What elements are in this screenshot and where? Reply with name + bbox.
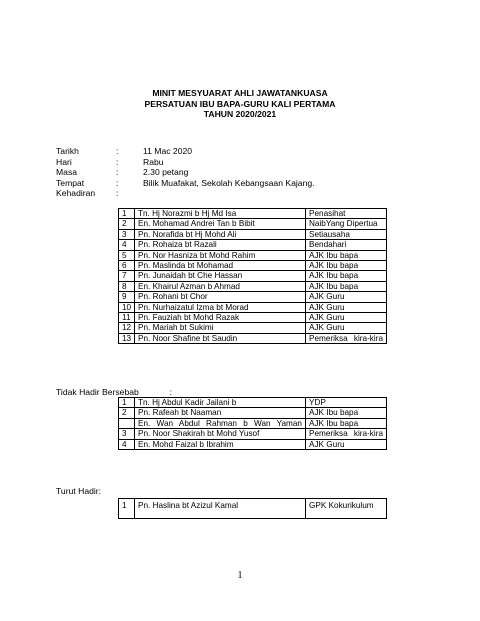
meta-colon: : xyxy=(116,177,119,188)
member-name: En. Wan Abdul Rahman b Wan Yaman xyxy=(135,418,306,428)
table-row xyxy=(119,313,387,323)
row-number: 1 xyxy=(119,209,135,219)
meta-row-tarikh xyxy=(56,146,315,157)
table-row xyxy=(119,209,387,219)
member-role: AJK Guru xyxy=(306,323,387,333)
table-row xyxy=(119,408,387,418)
member-name: Tn. Hj Abdul Kadir Jailani b xyxy=(135,398,306,408)
table-row xyxy=(119,439,387,449)
member-name: Pn. Mariah bt Sukimi xyxy=(135,323,306,333)
member-role: AJK Ibu bapa xyxy=(306,281,387,291)
attendance-table xyxy=(118,208,387,344)
meta-row-hari xyxy=(56,157,315,168)
tidak-hadir-colon: : xyxy=(169,387,172,397)
member-role: NaibYang Dipertua xyxy=(306,219,387,229)
meta-colon: : xyxy=(116,146,119,156)
table-row xyxy=(119,323,387,333)
row-number: 1 xyxy=(119,398,135,408)
member-role: AJK Guru xyxy=(306,439,387,449)
member-role: AJK Guru xyxy=(306,313,387,323)
member-role: AJK Ibu bapa xyxy=(306,271,387,281)
table-row xyxy=(119,219,387,229)
row-number: 11 xyxy=(119,313,135,323)
row-number: 13 xyxy=(119,333,135,343)
member-name: Pn. Nor Hasniza bt Mohd Rahim xyxy=(135,250,306,260)
row-number: 4 xyxy=(119,240,135,250)
row-number: 3 xyxy=(119,229,135,239)
table-row xyxy=(119,429,387,439)
meta-row-kehadiran xyxy=(56,188,315,199)
member-role: AJK Ibu bapa xyxy=(306,250,387,260)
row-number: 10 xyxy=(119,302,135,312)
member-role: AJK Ibu bapa xyxy=(306,418,387,428)
document-title xyxy=(0,88,480,120)
row-number xyxy=(119,418,135,428)
table-row xyxy=(119,418,387,428)
member-name: Pn. Rafeah bt Naaman xyxy=(135,408,306,418)
meta-row-masa xyxy=(56,167,315,178)
meta-value: Rabu xyxy=(143,156,164,167)
member-name: Pn. Noor Shakirah bt Mohd Yusof xyxy=(135,429,306,439)
member-role: Penasihat xyxy=(306,209,387,219)
member-role: GPK Kokurikulum xyxy=(306,499,387,519)
table-row xyxy=(119,499,387,519)
meta-label: Tarikh xyxy=(56,146,79,156)
member-role: AJK Ibu bapa xyxy=(306,261,387,271)
table-row xyxy=(119,261,387,271)
row-number: 2 xyxy=(119,219,135,229)
title-line-3: TAHUN 2020/2021 xyxy=(203,109,277,119)
tidak-hadir-title: Tidak Hadir Bersebab xyxy=(56,387,139,397)
member-name: Pn. Rohaiza bt Razali xyxy=(135,240,306,250)
meta-row-tempat xyxy=(56,178,315,189)
member-role: Pemeriksa kira-kira xyxy=(306,429,387,439)
table-row xyxy=(119,398,387,408)
row-number: 8 xyxy=(119,281,135,291)
member-name: En. Khairul Azman b Ahmad xyxy=(135,281,306,291)
member-name: Pn. Rohani bt Chor xyxy=(135,292,306,302)
table-row xyxy=(119,271,387,281)
member-name: En. Mohd Faizal b Ibrahim xyxy=(135,439,306,449)
title-line-2: PERSATUAN IBU BAPA-GURU KALI PERTAMA xyxy=(144,98,336,109)
table-row xyxy=(119,281,387,291)
member-role: AJK Guru xyxy=(306,292,387,302)
member-role: Setiausaha xyxy=(306,229,387,239)
row-number: 4 xyxy=(119,439,135,449)
table-row xyxy=(119,333,387,343)
row-number: 5 xyxy=(119,250,135,260)
meta-label: Hari xyxy=(56,156,72,167)
table-row xyxy=(119,292,387,302)
member-name: En. Mohamad Andrei Tan b Bibit xyxy=(135,219,306,229)
table-row xyxy=(119,250,387,260)
meta-colon: : xyxy=(116,156,119,167)
member-name: Pn. Fauziah bt Mohd Razak xyxy=(135,313,306,323)
table-row xyxy=(119,240,387,250)
tidak-hadir-label xyxy=(56,387,172,397)
member-name: Pn. Nurhaizatul Izma bt Morad xyxy=(135,302,306,312)
member-role: Pemeriksa kira-kira xyxy=(306,333,387,343)
guest-table xyxy=(118,498,387,519)
member-name: Pn. Haslina bt Azizul Kamal xyxy=(135,499,306,519)
row-number: 2 xyxy=(119,408,135,418)
member-name: Pn. Junaidah bt Che Hassan xyxy=(135,271,306,281)
page-number: 1 xyxy=(237,570,243,581)
member-role: AJK Ibu bapa xyxy=(306,408,387,418)
member-name: Tn. Hj Norazmi b Hj Md Isa xyxy=(135,209,306,219)
meta-value: 2.30 petang xyxy=(143,167,189,178)
title-line-1: MINIT MESYUARAT AHLI JAWATANKUASA xyxy=(152,88,328,98)
meta-label: Tempat xyxy=(56,177,85,188)
turut-hadir-label: Turut Hadir: xyxy=(56,486,102,496)
member-name: Pn. Norafida bt Hj Mohd Ali xyxy=(135,229,306,239)
row-number: 12 xyxy=(119,323,135,333)
member-name: Pn. Maslinda bt Mohamad xyxy=(135,261,306,271)
meeting-details xyxy=(56,146,315,199)
meta-value: 11 Mac 2020 xyxy=(143,146,193,156)
meta-colon: : xyxy=(116,167,119,178)
row-number: 1 xyxy=(119,499,135,519)
meta-label: Kehadiran xyxy=(56,188,96,199)
row-number: 3 xyxy=(119,429,135,439)
row-number: 7 xyxy=(119,271,135,281)
row-number: 6 xyxy=(119,261,135,271)
table-row xyxy=(119,229,387,239)
member-name: Pn. Noor Shafine bt Saudin xyxy=(135,333,306,343)
member-role: YDP xyxy=(306,398,387,408)
row-number: 9 xyxy=(119,292,135,302)
meta-colon: : xyxy=(116,188,119,199)
member-role: AJK Guru xyxy=(306,302,387,312)
meta-label: Masa xyxy=(56,167,78,178)
meta-value: Bilik Muafakat, Sekolah Kebangsaan Kajang. xyxy=(143,177,315,188)
absence-table xyxy=(118,397,387,450)
table-row xyxy=(119,302,387,312)
member-role: Bendahari xyxy=(306,240,387,250)
